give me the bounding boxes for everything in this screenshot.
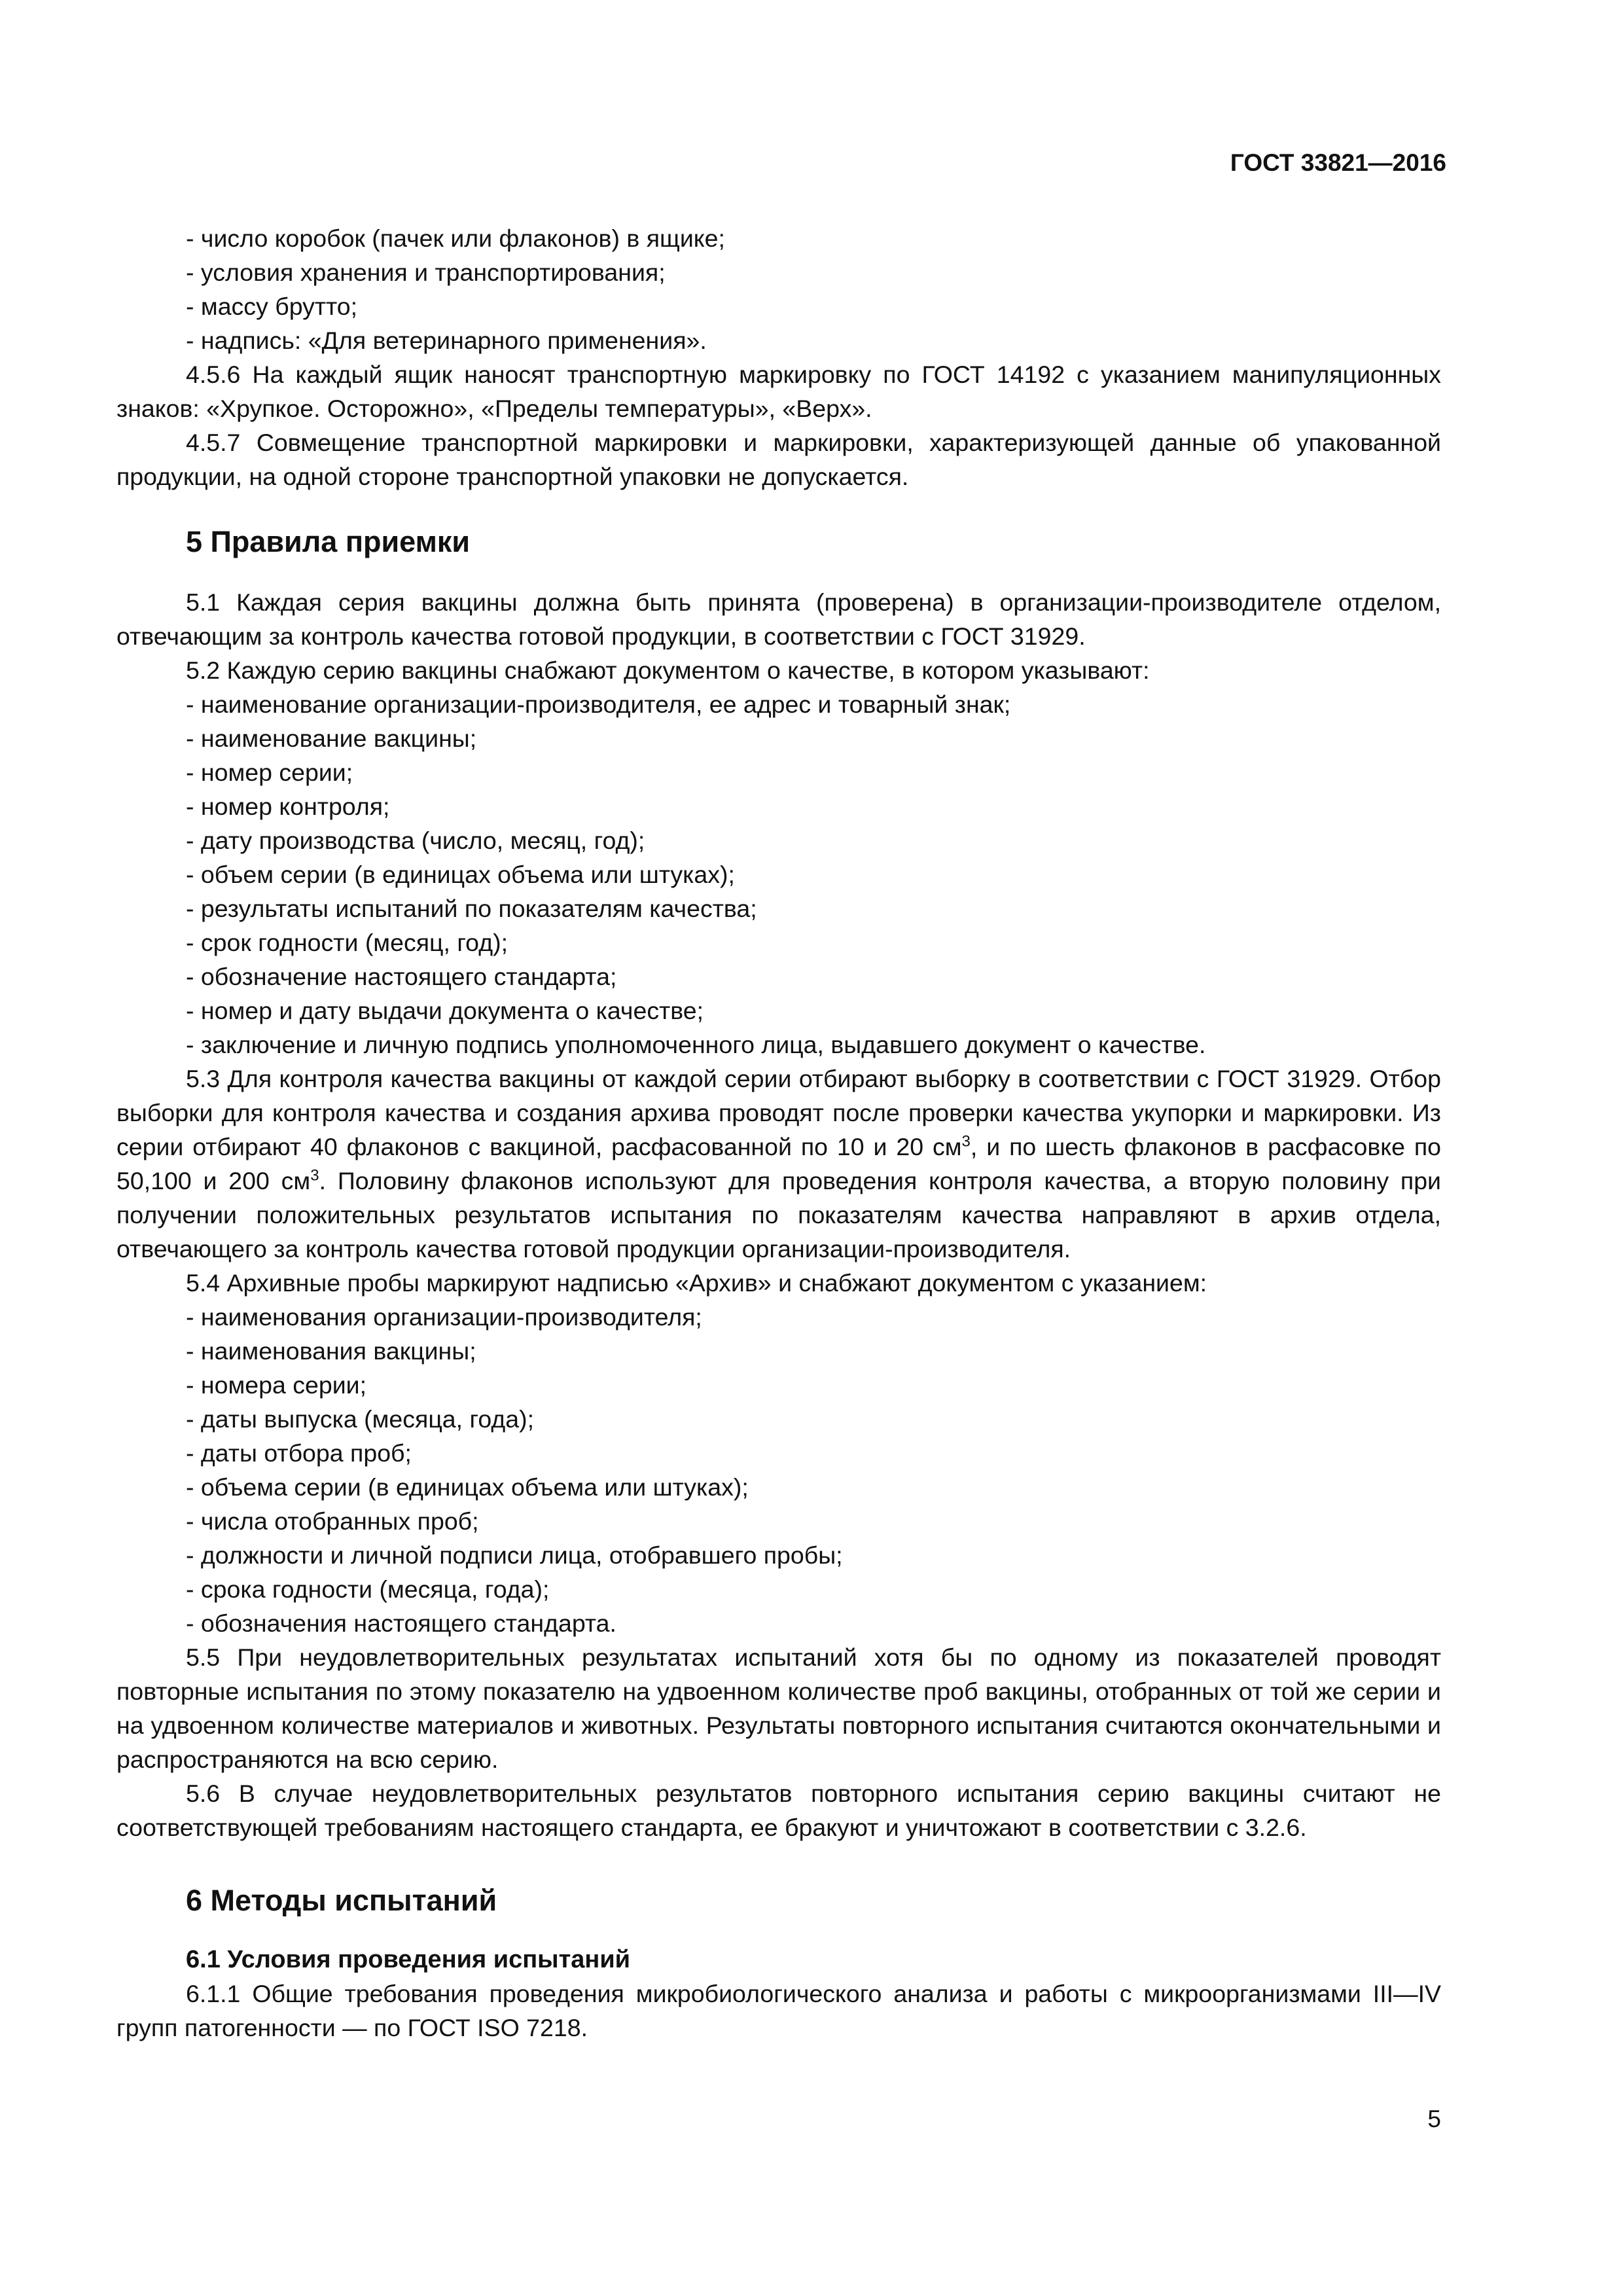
- list-item: - даты выпуска (месяца, года);: [186, 1405, 535, 1433]
- section-5-heading: 5 Правила приемки: [186, 525, 471, 558]
- list-item: - должности и личной подписи лица, отобравшего пробы;: [186, 1541, 843, 1569]
- list-item: - числа отобранных проб;: [186, 1507, 479, 1535]
- list-item: - номер и дату выдачи документа о качестве;: [186, 997, 704, 1024]
- page-number: 5: [1427, 2106, 1441, 2132]
- list-item: - наименования вакцины;: [186, 1337, 476, 1365]
- list-item: - обозначения настоящего стандарта.: [186, 1609, 616, 1637]
- paragraph-4-5-7: 4.5.7 Совмещение транспортной маркировки и маркировки, характеризующей данные об упакованной продукции, на одной стороне транспортной упаковки не допускается.: [116, 429, 1441, 490]
- paragraph-5-3-part-3: . Половину флаконов используют для проведения контроля качества, а вторую половину при получении положительных результатов испытания по показателям качества направляют в архив отдела, отвечающего за контроль качества готовой продукции организации-производителя.: [116, 1167, 1442, 1263]
- paragraph-5-5: 5.5 При неудовлетворительных результатах испытаний хотя бы по одному из показателей проводят повторные испытания по этому показателю на удвоенном количестве проб вакцины, отобранных от той же серии и на удвоенном количестве материалов и животных. Результаты повторного испытания считаются окончательными и распространяются на всю серию.: [116, 1643, 1441, 1773]
- superscript-cube: 3: [961, 1132, 971, 1151]
- list-item: - массу брутто;: [186, 293, 358, 320]
- document-body: [116, 221, 1441, 2045]
- list-item: - надпись: «Для ветеринарного применения».: [186, 327, 707, 354]
- list-item: - число коробок (пачек или флаконов) в ящике;: [186, 224, 725, 252]
- list-item: - объем серии (в единицах объема или штуках);: [186, 861, 735, 888]
- list-item: - дату производства (число, месяц, год);: [186, 827, 645, 854]
- list-item: - номер серии;: [186, 759, 353, 786]
- list-item: - условия хранения и транспортирования;: [186, 259, 666, 286]
- list-item: - даты отбора проб;: [186, 1439, 412, 1467]
- list-item: - результаты испытаний по показателям качества;: [186, 895, 757, 922]
- paragraph-6-1-1: 6.1.1 Общие требования проведения микробиологического анализа и работы с микроорганизмами III—IV групп патогенности — по ГОСТ ISO 7218.: [116, 1980, 1441, 2041]
- list-item: - номер контроля;: [186, 793, 390, 820]
- list-item: - объема серии (в единицах объема или штуках);: [186, 1473, 749, 1501]
- paragraph-5-6: 5.6 В случае неудовлетворительных результатов повторного испытания серию вакцины считают не соответствующей требованиям настоящего стандарта, ее бракуют и уничтожают в соответствии с 3.2.6.: [116, 1780, 1441, 1841]
- paragraph-4-5-6: 4.5.6 На каждый ящик наносят транспортную маркировку по ГОСТ 14192 с указанием манипуляционных знаков: «Хрупкое. Осторожно», «Пределы температуры», «Верх».: [116, 361, 1441, 422]
- paragraph-5-3-part-1: 5.3 Для контроля качества вакцины от каждой серии отбирают выборку в соответствии с ГОСТ 31929. Отбор выборки для контроля качества и создания архива проводят после проверки качества укупорки и маркировки. Из серии отбирают 40 флаконов с вакциной, расфасованной по 10 и 20 см: [116, 1065, 1441, 1160]
- paragraph-5-2: 5.2 Каждую серию вакцины снабжают документом о качестве, в котором указывают:: [186, 656, 1150, 684]
- list-item: - номера серии;: [186, 1371, 367, 1399]
- list-item: - заключение и личную подпись уполномоченного лица, выдавшего документ о качестве.: [186, 1031, 1206, 1058]
- subsection-6-1-heading: 6.1 Условия проведения испытаний: [186, 1946, 631, 1973]
- list-item: - срока годности (месяца, года);: [186, 1575, 550, 1603]
- document-code-header: ГОСТ 33821—2016: [1230, 149, 1446, 176]
- paragraph-5-3-part-2: , и по шесть флаконов в расфасовке по 50,100 и 200 см: [116, 1133, 1442, 1194]
- superscript-cube: 3: [310, 1166, 319, 1185]
- paragraph-5-1: 5.1 Каждая серия вакцины должна быть принята (проверена) в организации-производителе отделом, отвечающим за контроль качества готовой продукции, в соответствии с ГОСТ 31929.: [116, 588, 1441, 650]
- paragraph-5-3: [116, 1062, 1441, 1266]
- paragraph-5-4: 5.4 Архивные пробы маркируют надписью «Архив» и снабжают документом с указанием:: [186, 1269, 1207, 1297]
- list-item: - обозначение настоящего стандарта;: [186, 963, 617, 990]
- list-item: - наименование организации-производителя, ее адрес и товарный знак;: [186, 691, 1011, 718]
- list-item: - наименования организации-производителя;: [186, 1303, 702, 1331]
- list-item: - срок годности (месяц, год);: [186, 929, 508, 956]
- list-item: - наименование вакцины;: [186, 725, 477, 752]
- section-6-heading: 6 Методы испытаний: [186, 1884, 497, 1917]
